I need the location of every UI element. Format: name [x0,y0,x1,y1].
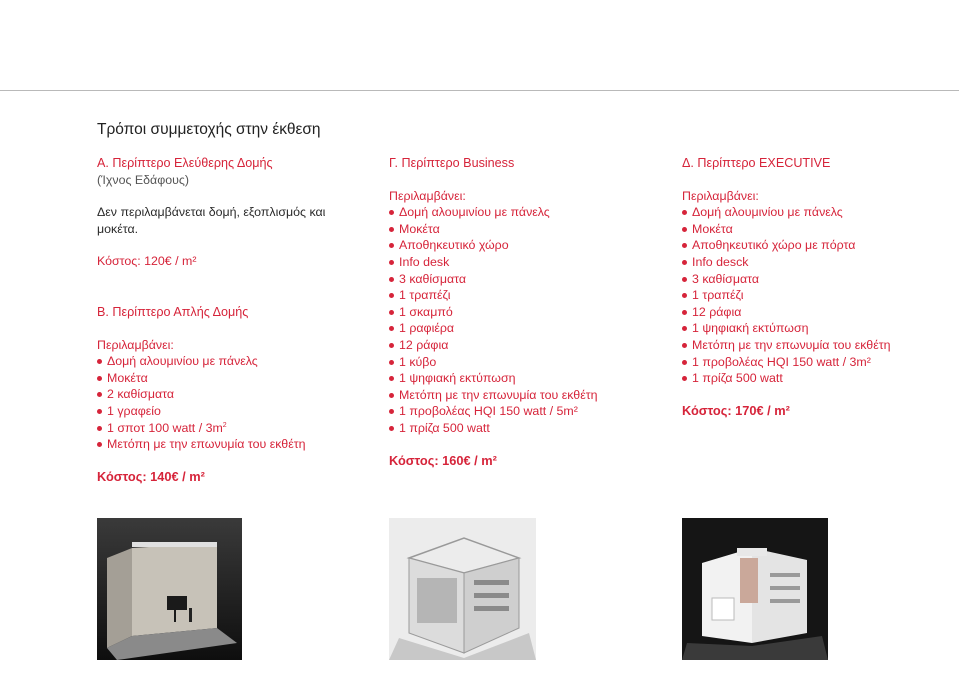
simple-booth-image [97,518,242,660]
list-item: 1 τραπέζι [389,287,639,304]
list-item: 1 προβολέας HQI 150 watt / 3m² [682,354,922,371]
heading-business: Γ. Περίπτερο Business [389,156,515,170]
list-item: 3 καθίσματα [389,271,639,288]
list-item: Μετόπη με την επωνυμία του εκθέτη [97,436,347,453]
list-item: Δομή αλουμινίου με πάνελς [389,204,639,221]
list-item: 2 καθίσματα [97,386,347,403]
subheading-floor-space: (Ίχνος Εδάφους) [97,172,190,187]
page-title: Τρόποι συμμετοχής στην έκθεση [97,121,321,138]
business-booth-render-icon [389,518,536,660]
list-item: Δομή αλουμινίου με πάνελς [97,353,347,370]
list-item: 1 σκαμπό [389,304,639,321]
list-item: 1 πρίζα 500 watt [389,420,639,437]
list-item: 1 ραφιέρα [389,320,639,337]
cost-business: Κόστος: 160€ / m² [389,452,497,468]
column-d [682,155,922,419]
list-item: 12 ράφια [389,337,639,354]
list-item: 1 κύβο [389,354,639,371]
list-item: Δομή αλουμινίου με πάνελς [682,204,922,221]
list-item: 1 τραπέζι [682,287,922,304]
includes-label-c: Περιλαμβάνει: [389,188,466,203]
list-item: 1 γραφείο [97,403,347,420]
heading-executive: Δ. Περίπτερο EXECUTIVE [682,156,831,170]
includes-label-b: Περιλαμβάνει: [97,337,174,352]
list-item: Μετόπη με την επωνυμία του εκθέτη [682,337,922,354]
includes-label-d: Περιλαμβάνει: [682,188,759,203]
list-item: Μετόπη με την επωνυμία του εκθέτη [389,387,639,404]
list-item: 1 πρίζα 500 watt [682,370,922,387]
list-item-spot: 1 σποτ 100 watt / $3m^2$ [97,420,347,437]
list-b [97,353,347,453]
list-item: Αποθηκευτικό χώρο με πόρτα [682,237,922,254]
list-item: Info desck [682,254,922,271]
list-item: Μοκέτα [389,221,639,238]
desc-line-2: μοκέτα. [97,221,139,236]
list-d [682,204,922,387]
list-c [389,204,639,436]
list-item: 1 ψηφιακή εκτύπωση [389,370,639,387]
desc-line-1: Δεν περιλαμβάνεται δομή, εξοπλισμός και [97,205,326,220]
executive-booth-render-icon [682,518,828,660]
heading-simple-structure: Β. Περίπτερο Απλής Δομής [97,304,249,319]
top-rule [0,90,959,91]
list-item: Αποθηκευτικό χώρο [389,237,639,254]
column-a-b [97,155,347,485]
cost-executive: Κόστος: 170€ / m² [682,402,790,418]
list-item: 1 ψηφιακή εκτύπωση [682,320,922,337]
cost-simple-structure: Κόστος: 140€ / m² [97,468,205,484]
business-booth-image [389,518,536,660]
list-item: Μοκέτα [682,221,922,238]
list-item: 1 προβολέας HQI 150 watt / 5m² [389,403,639,420]
simple-booth-render-icon [97,518,242,660]
list-item: Info desk [389,254,639,271]
heading-free-structure: Α. Περίπτερο Ελεύθερης Δομής [97,156,273,170]
executive-booth-image [682,518,828,660]
list-item: 12 ράφια [682,304,922,321]
list-item: Μοκέτα [97,370,347,387]
list-item: 3 καθίσματα [682,271,922,288]
cost-free-structure: Κόστος: 120€ / m² [97,254,197,269]
column-c [389,155,639,469]
